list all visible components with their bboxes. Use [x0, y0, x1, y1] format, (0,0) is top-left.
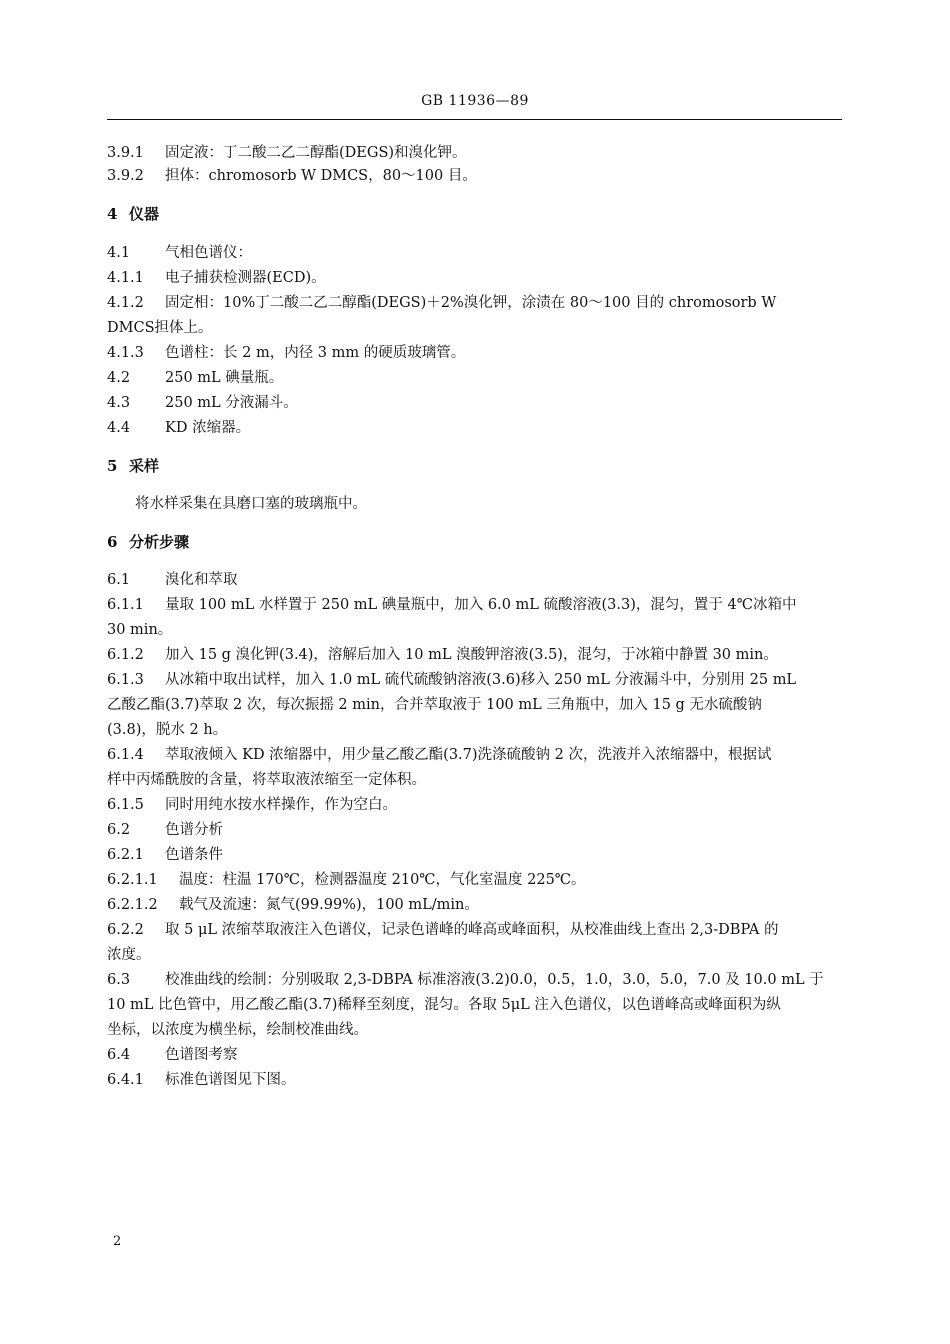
section-title: 仪器: [129, 205, 160, 223]
clause-6-2-1-2: [107, 895, 842, 915]
clause-text: 色谱分析: [165, 822, 223, 838]
clause-text: 30 min。: [107, 622, 173, 638]
clause-number: 6.4: [107, 1047, 131, 1063]
clause-text: 固定液：丁二酸二乙二醇酯(DEGS)和溴化钾。: [165, 145, 467, 161]
clause-6-2-1-1: [107, 870, 842, 890]
clause-4-1-3: [107, 343, 842, 363]
clause-text: KD 浓缩器。: [165, 420, 251, 436]
clause-6-2-1: [107, 845, 842, 865]
clause-number: 6.2.1: [107, 847, 144, 863]
clause-6-3: [107, 970, 842, 990]
clause-number: 4.4: [107, 420, 131, 436]
section-heading-4: [107, 204, 842, 224]
clause-number: 6.3: [107, 972, 131, 988]
page-number: 2: [113, 1234, 122, 1249]
section-title: 采样: [129, 457, 160, 475]
clause-number: 3.9.1: [107, 145, 144, 161]
header-rule: [107, 119, 842, 120]
clause-number: 6.2.2: [107, 922, 144, 938]
section-number: 4: [107, 205, 118, 223]
section-heading-6: [107, 532, 842, 552]
clause-text: 电子捕获检测器(ECD)。: [165, 270, 326, 286]
clause-6-2-2-cont: [107, 945, 842, 965]
clause-number: 4.3: [107, 395, 131, 411]
clause-text: 色谱条件: [165, 847, 223, 863]
clause-3-9-2: [107, 166, 842, 186]
clause-text: 250 mL 碘量瓶。: [165, 370, 284, 386]
clause-number: 6.1.5: [107, 797, 144, 813]
clause-number: 6.2.1.1: [107, 872, 158, 888]
document-code-header: GB 11936—89: [421, 93, 529, 109]
clause-6-4: [107, 1045, 842, 1065]
clause-text: 温度：柱温 170℃，检测器温度 210℃，气化室温度 225℃。: [179, 872, 586, 888]
clause-number: 6.1.4: [107, 747, 144, 763]
clause-number: 4.1.2: [107, 295, 144, 311]
clause-number: 6.1.3: [107, 672, 144, 688]
clause-text: 样中丙烯酰胺的含量，将萃取液浓缩至一定体积。: [107, 772, 426, 788]
clause-text: 同时用纯水按水样操作，作为空白。: [165, 797, 397, 813]
clause-6-2-2: [107, 920, 842, 940]
clause-number: 4.1: [107, 245, 131, 261]
clause-text: 溴化和萃取: [165, 572, 238, 588]
clause-6-1-3: [107, 670, 842, 690]
clause-6-1-1: [107, 595, 842, 615]
clause-text: 校准曲线的绘制：分别吸取 2,3-DBPA 标准溶液(3.2)0.0，0.5，1.0，3.0，5.0，7.0 及 10.0 mL 于: [165, 972, 824, 988]
clause-number: 6.1.1: [107, 597, 144, 613]
clause-4-1-1: [107, 268, 842, 288]
clause-4-3: [107, 393, 842, 413]
section-number: 6: [107, 533, 118, 551]
clause-number: 6.2: [107, 822, 131, 838]
clause-6-1-1-cont: [107, 620, 842, 640]
clause-number: 4.1.3: [107, 345, 144, 361]
clause-6-3-cont: [107, 995, 842, 1015]
clause-number: 3.9.2: [107, 168, 144, 184]
clause-text: 量取 100 mL 水样置于 250 mL 碘量瓶中，加入 6.0 mL 硫酸溶液(3.3)，混匀，置于 4℃冰箱中: [165, 597, 797, 613]
clause-6-1-5: [107, 795, 842, 815]
clause-text: 色谱柱：长 2 m，内径 3 mm 的硬质玻璃管。: [165, 345, 466, 361]
clause-text: 坐标，以浓度为横坐标，绘制校准曲线。: [107, 1022, 368, 1038]
clause-number: 6.4.1: [107, 1072, 144, 1088]
clause-number: 4.1.1: [107, 270, 144, 286]
clause-text: 加入 15 g 溴化钾(3.4)，溶解后加入 10 mL 溴酸钾溶液(3.5)，混匀，于冰箱中静置 30 min。: [165, 647, 778, 663]
clause-text: 标准色谱图见下图。: [165, 1072, 296, 1088]
clause-4-2: [107, 368, 842, 388]
clause-6-2: [107, 820, 842, 840]
clause-6-3-cont: [107, 1020, 842, 1040]
clause-3-9-1: [107, 143, 842, 163]
section-number: 5: [107, 457, 118, 475]
clause-text: DMCS担体上。: [107, 320, 213, 336]
clause-text: 浓度。: [107, 947, 151, 963]
clause-text: 固定相：10%丁二酸二乙二醇酯(DEGS)＋2%溴化钾，涂渍在 80～100 目的 chromosorb W: [165, 295, 777, 311]
clause-6-4-1: [107, 1070, 842, 1090]
clause-6-1-3-cont: [107, 695, 842, 715]
clause-text: 色谱图考察: [165, 1047, 238, 1063]
clause-text: 担体：chromosorb W DMCS，80～100 目。: [165, 168, 477, 184]
paragraph-text: 将水样采集在具磨口塞的玻璃瓶中。: [135, 496, 367, 512]
clause-text: 取 5 μL 浓缩萃取液注入色谱仪，记录色谱峰的峰高或峰面积，从校准曲线上查出 2,3-DBPA 的: [165, 922, 779, 938]
clause-4-1: [107, 243, 842, 263]
clause-4-4: [107, 418, 842, 438]
clause-text: 乙酸乙酯(3.7)萃取 2 次，每次振摇 2 min，合并萃取液于 100 mL 三角瓶中，加入 15 g 无水硫酸钠: [107, 697, 762, 713]
clause-number: 6.1: [107, 572, 131, 588]
clause-text: 10 mL 比色管中，用乙酸乙酯(3.7)稀释至刻度，混匀。各取 5μL 注入色谱仪，以色谱峰高或峰面积为纵: [107, 997, 781, 1013]
clause-4-1-2-cont: [107, 318, 842, 338]
clause-6-1-4: [107, 745, 842, 765]
clause-text: 从冰箱中取出试样，加入 1.0 mL 硫代硫酸钠溶液(3.6)移入 250 mL 分液漏斗中，分别用 25 mL: [165, 672, 797, 688]
clause-number: 4.2: [107, 370, 131, 386]
clause-number: 6.2.1.2: [107, 897, 158, 913]
clause-text: 气相色谱仪：: [165, 245, 252, 261]
clause-text: 载气及流速：氮气(99.99%)，100 mL/min。: [179, 897, 479, 913]
clause-6-1-3-cont: [107, 720, 842, 740]
clause-6-1-4-cont: [107, 770, 842, 790]
clause-text: 250 mL 分液漏斗。: [165, 395, 298, 411]
section-title: 分析步骤: [129, 533, 190, 551]
clause-text: (3.8)，脱水 2 h。: [107, 722, 228, 738]
clause-4-1-2: [107, 293, 842, 313]
clause-number: 6.1.2: [107, 647, 144, 663]
clause-6-1-2: [107, 645, 842, 665]
clause-text: 萃取液倾入 KD 浓缩器中，用少量乙酸乙酯(3.7)洗涤硫酸钠 2 次，洗液并入浓缩器中，根据试: [165, 747, 772, 763]
clause-6-1: [107, 570, 842, 590]
section-heading-5: [107, 456, 842, 476]
paragraph-sampling: [135, 494, 842, 514]
